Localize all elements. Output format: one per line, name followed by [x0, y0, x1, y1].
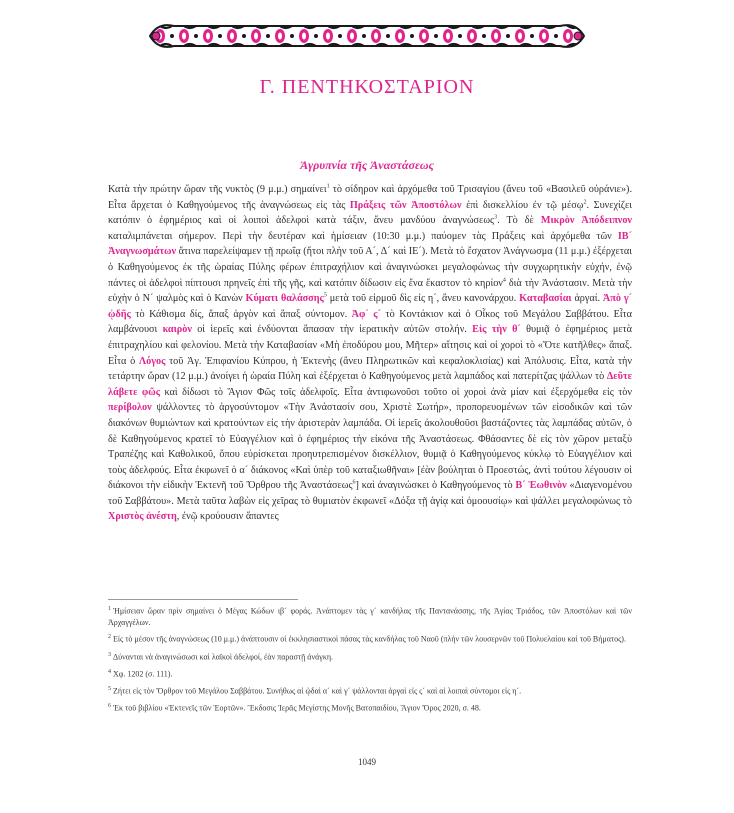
rubric-text: Δεῦτε λάβετε φῶς [108, 371, 632, 398]
body-text-run: μετὰ τοῦ εἱρμοῦ δὶς εἰς η´, ἄνευ κανονάρχου. [326, 293, 520, 305]
footnote [108, 684, 632, 697]
footnote [108, 632, 632, 645]
body-text-run: τὸ σίδηρον καὶ ἀρχόμεθα τοῦ Τρισαγίου (ἄνευ τοῦ «Βασιλεῦ οὐράνιε»). Εἶτα ἄρχεται ὁ Καθηγούμενος τῆς ἀναγνώσεως εἰς τὰς [108, 184, 632, 211]
footnote-ref: 2 [583, 199, 587, 206]
footnote-text: Εἰς τὸ μέσον τῆς ἀναγνώσεως (10 μ.μ.) ἀνάπτουσιν οἱ ἐκκλησιαστικοὶ πάσας τὰς κανδήλας τοῦ Ναοῦ (πλὴν τῶν λουσερνῶν τοῦ Πολυελαίου καὶ τοῦ Βήματος). [113, 635, 626, 645]
rubric-text: Λόγος [138, 355, 166, 367]
footnote-ref: 6 [352, 479, 356, 486]
footnote-text: Ζήτει εἰς τὸν Ὄρθρον τοῦ Μεγάλου Σαββάτου. Συνήθως αἱ ᾠδαὶ α´ καὶ γ´ ψάλλονται ἀργαὶ εἰς ς´ καὶ αἱ λοιπαὶ σύντομοι εἰς η´. [113, 686, 522, 696]
footnote-ref: 1 [326, 183, 330, 190]
rubric-text: Καταβασίαι [519, 293, 572, 305]
footnote-number: 5 [108, 685, 111, 692]
rubric-text: καιρὸν [162, 324, 192, 336]
footnotes [108, 604, 632, 718]
rubric-text: Κύματι θαλάσσης [245, 293, 324, 305]
body-text-run: οἱ ἱερεῖς καὶ ἐνδύονται ἅπασαν τὴν ἱερατικὴν αὐτῶν στολήν. [191, 324, 473, 336]
body-text-run: τὸ Κοντάκιον καὶ ὁ Οἶκος τοῦ Μεγάλου Σαββάτου. Εἶτα λαμβάνουσι [108, 308, 632, 336]
footnote-text: Ἡμίσειαν ὥραν πρὶν σημαίνει ὁ Μέγας Κώδων ιβ´ φοράς. Ἀνάπτομεν τὰς γ´ κανδήλας τῆς Παντανάσσης, τῆς Ἁγίας Τριάδος, τῶν Ἀποστόλων καὶ τῶν Ἀρχαγγέλων. [108, 606, 632, 628]
footnote [108, 604, 632, 628]
body-text-run: Κατὰ τὴν πρώτην ὥραν τῆς νυκτὸς (9 μ.μ.) σημαίνει [108, 184, 327, 195]
body-text-run: . Τὸ δὲ [497, 215, 541, 227]
footnote-ref: 4 [502, 277, 506, 284]
rubric-text: Εἰς τὴν θ´ [472, 324, 521, 336]
rubric-text: Ἀφ´ ς´ [351, 308, 381, 320]
body-text-run: διὰ τὴν Ἀνάστασιν. Μετὰ τὴν εὐχὴν ὁ Ν´ ψαλμὸς καὶ ὁ Κανὼν [108, 277, 633, 305]
chapter-title: Γ. ΠΕΝΤΗΚΟΣΤΑΡΙΟΝ [259, 76, 475, 98]
body-text-run: . Συνεχίζει κατόπιν ὁ ἐφημέριος καὶ οἱ λοιποὶ ἀδελφοὶ κατὰ τάξιν, ἄνευ μανδύου ἀναγνώσεως [108, 199, 632, 227]
rubric-text: Ἀπὸ γ´ ᾠδῆς [108, 293, 632, 320]
body-text-run: ἀργαί. [571, 293, 603, 305]
footnote-number: 3 [108, 651, 111, 658]
body-text-run: , ἐνῷ κρούουσιν ἅπαντες [176, 511, 279, 523]
footnote-number: 6 [108, 702, 111, 709]
body-text-run: ψάλλοντες τὸ ἀργοσύντομον «Τὴν Ἀνάστασίν σου, Χριστὲ Σωτήρ», προπορευομένων τῶν εἰσοδικῶν καὶ τῶν διακόνων θυμιώντων καὶ κρατούντων εἰς τὴν ἀριστερὰν λαμπάδα. Οἱ ἱερεῖς ἀκολουθοῦσι βαστάζοντες τὰς λαμπάδας αὐτῶν, ὁ δὲ Καθηγούμενος κρατεῖ τὸ Εὐαγγέλιον καὶ ὁ ἐφημέριος τὴν εἰκόνα τῆς Ἀναστάσεως. Φθάσαντες δὲ εἰς τὸν χῶρον μεταξὺ Τραπέζης καὶ Καθολικοῦ, ὅπου εὑρίσκεται προηυτρεπισμένον δισκέλλιον, θυμιᾷ ὁ Καθηγούμενος κύκλῳ τὸ Εὐαγγέλιον καὶ τοὺς ἀδελφούς. Εἶτα ἐκφωνεῖ ὁ α´ διάκονος «Καὶ ὑπὲρ τοῦ καταξιωθῆναι» [ἐὰν βούληται ὁ Προεστώς, ἀντὶ τούτου λέγουσιν οἱ διάκονοι τὴν εἰδικὴν Ἐκτενῆ τοῦ Ὄρθρου τῆς Ἀναστάσεως [108, 402, 632, 492]
rubric-text: Β´ Ἑωθινὸν [515, 480, 567, 492]
footnote-number: 1 [108, 606, 111, 612]
footnote-text: Ἐκ τοῦ βιβλίου «Ἐκτενεῖς τῶν Ἑορτῶν». Ἔκδοσις Ἱερᾶς Μεγίστης Μονῆς Βατοπαιδίου, Ἅγιον Ὄρος 2020, σ. 48. [113, 703, 481, 713]
page-number: 1049 [358, 757, 376, 767]
body-text-run: ἐπὶ δισκελλίου ἐν τῷ μέσῳ [461, 199, 584, 211]
body-text-run: καταλιμπάνεται σήμερον. Περὶ τὴν δευτέραν καὶ ἡμίσειαν (10:30 μ.μ.) παύομεν τὰς Πράξεις καὶ ἀρχόμεθα τῶν [108, 230, 618, 242]
body-text-run: ] καὶ ἀναγινώσκει ὁ Καθηγούμενος τὸ [355, 480, 516, 492]
section-title: Ἀγρυπνία τῆς Ἀναστάσεως [300, 158, 434, 172]
body-text-run: «Διαγενομένου τοῦ Σαββάτου». Μετὰ ταῦτα λαβὼν εἰς χεῖρας τὸ θυμιατὸν ἐκφωνεῖ «Δόξα τῇ ἁγίᾳ καὶ ὁμοουσίῳ» καὶ ψάλλει μεγαλοφώνως τὸ [108, 480, 632, 507]
footnote-text: Χφ. 1202 (σ. 111). [113, 669, 173, 679]
footnote-text: Δύνανται νὰ ἀναγινώσωσι καὶ λαϊκοὶ ἀδελφοί, ἐὰν παραστῇ ἀνάγκη. [113, 652, 334, 662]
rubric-text: Πράξεις τῶν Ἀποστόλων [349, 199, 462, 211]
footnote-number: 2 [108, 634, 111, 641]
footnote [108, 701, 632, 714]
body-text-run: τὸ Κάθισμα δίς, ἅπαξ ἀργὸν καὶ ἅπαξ σύντομον. [130, 308, 352, 320]
body-text-run: θυμιᾷ ὁ ἐφημέριος μετὰ ἐπιτραχηλίου καὶ φελονίου. Μετὰ τὴν Καταβασίαν «Μὴ ἐποδύρου μου, Μῆτερ» αἴτησις καὶ οἱ χοροὶ τὸ «Ὅτε κατῆλθες» ἅπαξ. Εἶτα ὁ [108, 324, 632, 367]
rubric-text: ΙΒ´ Ἀναγνωσμάτων [108, 230, 632, 258]
footnote [108, 650, 632, 663]
footnote-ref: 5 [323, 292, 327, 299]
body-paragraph [108, 182, 632, 525]
rubric-text: περίβολον [108, 402, 152, 414]
body-text-run: τοῦ Ἁγ. Ἐπιφανίου Κύπρου, ἡ Ἐκτενὴς (ἄνευ Πληρωτικῶν καὶ κεφαλοκλισίας) καὶ Ἀπόλυσις. Εἶτα, κατὰ τὴν τετάρτην ὥραν (12 μ.μ.) ἀνοίγει ἡ ὡραία Πύλη καὶ ἐξέρχεται ὁ Καθηγούμενος μετὰ λαμπάδος καὶ πατερίτζας ψάλλων τὸ [108, 355, 632, 383]
footnote [108, 667, 632, 680]
footnote-divider [108, 599, 298, 600]
footnote-ref: 3 [494, 214, 498, 221]
rubric-text: Χριστὸς ἀνέστη [108, 511, 177, 523]
decorative-ornament-band [148, 22, 586, 50]
body-text-run: καὶ δίδωσι τὸ Ἅγιον Φῶς τοῖς ἀδελφοῖς. Εἶτα ἀντιφωνοῦσι τοῦτο οἱ χοροὶ ἀνὰ μίαν καὶ ἐξερχόμεθα εἰς τὸν [160, 386, 632, 398]
footnote-number: 4 [108, 668, 111, 675]
rubric-text: Μικρὸν Ἀπόδειπνον [540, 215, 632, 227]
body-text-run: ἅτινα παρελείψαμεν τῇ πρωΐᾳ (ἤτοι πλὴν τοῦ Α´, Δ´ καὶ ΙΕ´). Μετὰ τὸ ἔσχατον Ἀνάγνωσμα (11 μ.μ.) ἐξέρχεται ὁ Καθηγούμενος ἐκ τῆς ὡραίας Πύλης φέρων ἐπιτραχήλιον καὶ ἀναγινώσκει μεγαλοφώνως τὴν συγχωρητικὴν εὐχήν, ἐνῷ πάντες οἱ ἀδελφοὶ πίπτουσι πρηνεῖς ἐπὶ τῆς γῆς, καὶ κατόπιν δίδωσιν εἰς ἕνα ἕκαστον τὸ κηρίον [108, 246, 632, 289]
